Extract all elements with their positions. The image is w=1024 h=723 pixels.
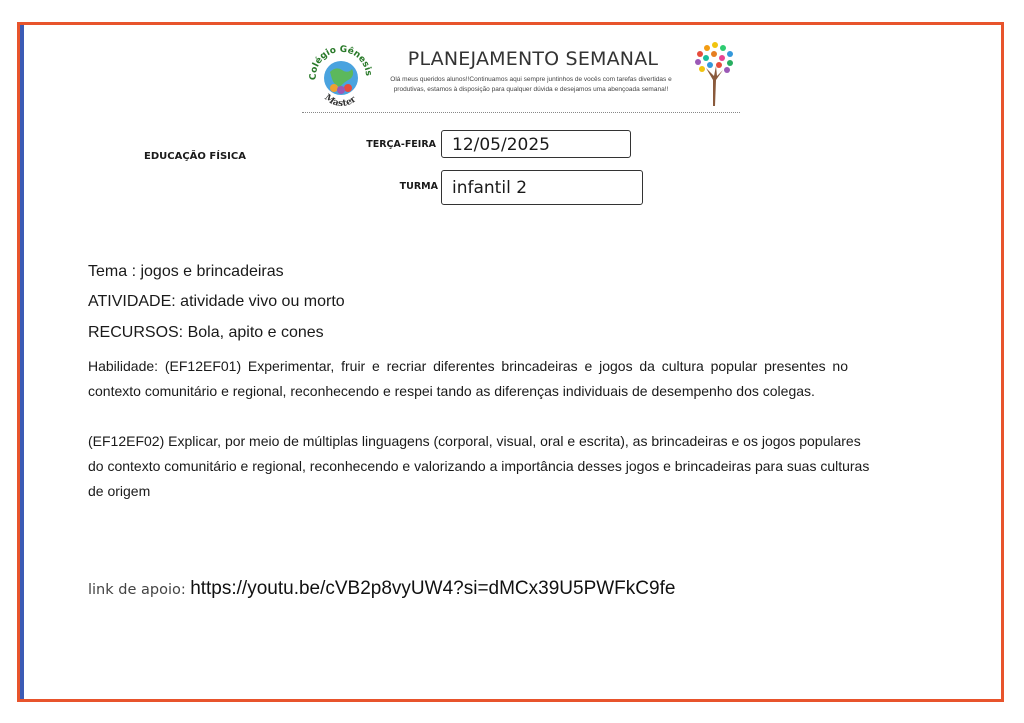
tree-icon <box>690 40 738 108</box>
logo-text-bottom: Master <box>322 92 359 108</box>
resources-line: RECURSOS: Bola, apito e cones <box>88 324 324 341</box>
class-field[interactable]: infantil 2 <box>441 170 643 205</box>
page-title: PLANEJAMENTO SEMANAL <box>407 48 659 70</box>
support-link-label: link de apoio: <box>88 582 186 598</box>
activity-line: ATIVIDADE: atividade vivo ou morto <box>88 293 345 310</box>
logo-text-top: Colégio Gênesis <box>308 44 374 81</box>
page-frame-accent <box>20 25 24 699</box>
support-link-row <box>88 578 675 600</box>
class-label: TURMA <box>399 181 438 192</box>
subject-label: EDUCAÇÃO FÍSICA <box>144 151 246 162</box>
support-link[interactable]: https://youtu.be/cVB2p8vyUW4?si=dMCx39U5PWFkC9fe <box>190 578 676 599</box>
skill-paragraph-2: (EF12EF02) Explicar, por meio de múltiplas linguagens (corporal, visual, oral e escrita), as brincadeiras e os jogos populares do contexto comunitário e regional, reconhecendo e valorizando a importância desses jogos e brincadeiras para suas culturas de origem <box>88 433 870 499</box>
school-logo <box>308 44 374 108</box>
theme-line: Tema : jogos e brincadeiras <box>88 263 284 280</box>
svg-text:Master <box>322 93 358 108</box>
day-label: TERÇA-FEIRA <box>366 139 436 150</box>
date-field[interactable]: 12/05/2025 <box>441 130 631 158</box>
header-message: Olá meus queridos alunos!!Continuamos aqui sempre juntinhos de vocês com tarefas divertidas e produtivas, estamos à disposição para qualquer dúvida e desejamos uma abençoada semana!! <box>390 76 672 93</box>
skill-paragraph-1: Habilidade: (EF12EF01) Experimentar, fruir e recriar diferentes brincadeiras e jogos da cultura popular presentes no contexto comunitário e regional, reconhecendo e respei tando as diferenças individuais de desempenho dos colegas. <box>88 358 848 399</box>
